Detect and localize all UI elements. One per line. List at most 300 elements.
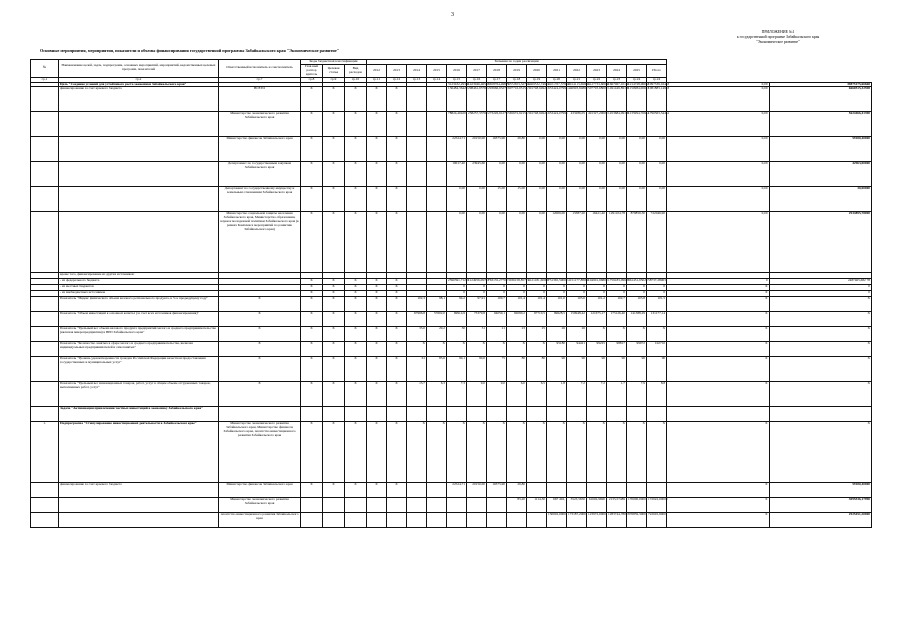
row-value-cell: Х (467, 342, 487, 357)
row-code-cell: Х (367, 87, 387, 112)
row-value-cell: 99972 (627, 342, 647, 357)
row-value-cell: 12006,00 (547, 212, 567, 273)
row-code-cell: Х (323, 137, 345, 162)
row-value-cell: 6,5 (527, 382, 547, 407)
row-code-cell: Х (387, 187, 407, 212)
row-value-cell: 2934895,78000 (769, 212, 871, 273)
row-code-cell: Х (345, 357, 367, 382)
row-value-cell: Х (769, 357, 871, 382)
row-code-cell: Х (323, 327, 345, 342)
row-name-cell: финансирование за счет краевого бюджета (59, 483, 219, 498)
row-value-cell: 136484,36420 (447, 87, 467, 112)
row-code-cell: Х (387, 291, 407, 297)
column-number-cell: гр.1 (31, 77, 59, 82)
header-year: 2014 (407, 64, 427, 77)
row-value-cell: 23 (507, 327, 527, 342)
row-code-cell (367, 498, 387, 513)
row-code-cell: Х (345, 87, 367, 112)
row-code-cell: Х (345, 137, 367, 162)
row-code-cell: Х (387, 87, 407, 112)
row-value-cell: Х (587, 422, 607, 483)
row-value-cell: 90,6 (467, 357, 487, 382)
row-value-cell: 0,00 (627, 137, 647, 162)
row-code-cell: Х (323, 279, 345, 285)
row-value-cell: Х (667, 498, 769, 513)
row-value-cell (407, 513, 427, 528)
row-value-cell: 80 (507, 357, 527, 382)
row-number-cell (31, 483, 59, 498)
row-value-cell: Х (487, 342, 507, 357)
row-code-cell: Х (323, 112, 345, 137)
row-code-cell: Х (301, 342, 323, 357)
row-value-cell (427, 407, 447, 422)
column-number-cell: гр.14 (427, 77, 447, 82)
header-year: 2012 (367, 64, 387, 77)
row-code-cell: Х (301, 297, 323, 312)
row-value-cell: Х (527, 342, 547, 357)
row-value-cell: 131177,14 (647, 312, 667, 327)
row-code-cell: Х (323, 291, 345, 297)
row-code-cell (387, 513, 407, 528)
row-code-cell: Х (367, 382, 387, 407)
row-value-cell: 0,00 (527, 162, 547, 187)
row-value-cell (487, 498, 507, 513)
row-value-cell: 0,00 (547, 137, 567, 162)
appendix-note (668, 30, 888, 45)
row-value-cell: 0,00 (547, 187, 567, 212)
row-value-cell: 0 (567, 285, 587, 291)
row-code-cell: Х (301, 212, 323, 273)
row-code-cell: Х (367, 137, 387, 162)
row-value-cell: 97710,5 (527, 312, 547, 327)
header-code-sub: Целевая статья (323, 64, 345, 77)
row-executor-cell: Министерство финансов Забайкальского края (219, 137, 301, 162)
row-executor-cell: Министерство социальной защиты населения Забайкальского края, Министерство образования, науки и молодежной политики Забайкальского края (в рамках Комплекса мероприятий по развитию Забайкальского края) (219, 212, 301, 273)
row-value-cell: 1790363,34461 (647, 112, 667, 137)
row-code-cell (387, 498, 407, 513)
row-value-cell: Х (467, 422, 487, 483)
row-value-cell: 13,7 (407, 382, 427, 407)
row-value-cell: 3658764,49879 (488, 81, 510, 86)
row-value-cell: 3095536,17990 (769, 498, 871, 513)
row-code-cell: Х (345, 187, 367, 212)
row-value-cell: Х (607, 327, 627, 342)
row-value-cell: 507793,68000 (587, 87, 607, 112)
row-code-cell (323, 513, 345, 528)
row-value-cell: 1291104,78 (607, 212, 627, 273)
row-code-cell: Х (323, 483, 345, 498)
row-code-cell: Х (367, 342, 387, 357)
row-value-cell: 73379,8 (467, 312, 487, 327)
row-value-cell (427, 483, 447, 498)
row-value-cell: 731365,59000 (547, 279, 567, 285)
row-value-cell: 121675,17 (587, 312, 607, 327)
row-code-cell: Х (387, 279, 407, 285)
column-number-cell: гр.13 (407, 77, 427, 82)
column-number-cell: гр.2 (59, 77, 219, 82)
row-value-cell: 31 (467, 327, 487, 342)
table-row (31, 342, 872, 357)
table-row (31, 382, 872, 407)
row-code-cell: Х (323, 212, 345, 273)
row-number-cell (31, 357, 59, 382)
appendix-line-3: "Экономическое развитие" (756, 40, 800, 44)
row-value-cell: 1,7 (607, 382, 627, 407)
row-value-cell: 0 (467, 291, 487, 297)
row-value-cell (407, 87, 427, 112)
row-value-cell: Х (507, 422, 527, 483)
header-year: 2017 (467, 64, 487, 77)
row-value-cell: 391748,94924 (527, 112, 547, 137)
row-value-cell: 0,00 (467, 187, 487, 212)
row-value-cell: 0,00 (507, 162, 527, 187)
row-code-cell (367, 513, 387, 528)
row-value-cell: Х (527, 422, 547, 483)
row-value-cell: Х (507, 342, 527, 357)
row-value-cell: 5624466,41390 (769, 112, 871, 137)
row-name-cell: Показатель "Объем инвестиций в основной капитал (за счет всех источников финансирования)" (59, 312, 219, 327)
header-year: 2022 (567, 64, 587, 77)
row-value-cell: 22524,71 (447, 137, 467, 162)
column-number-cell: гр.23 (607, 77, 627, 82)
column-number-cell: гр.24 (627, 77, 647, 82)
row-value-cell: 1135994,76942 (627, 112, 647, 137)
row-value-cell (487, 513, 507, 528)
row-code-cell: Х (367, 291, 387, 297)
table-row (31, 137, 872, 162)
row-code-cell: Х (301, 87, 323, 112)
row-value-cell (467, 498, 487, 513)
row-code-cell: Х (367, 212, 387, 273)
row-value-cell: 29,2 (427, 327, 447, 342)
row-value-cell: 30 (447, 327, 467, 342)
row-value-cell: 104901,96800 (587, 279, 607, 285)
row-code-cell: Х (301, 422, 323, 483)
table-row (31, 357, 872, 382)
row-value-cell: 102,3 (407, 297, 427, 312)
row-value-cell (567, 407, 587, 422)
appendix-line-2: к государственной программе Забайкальского края (736, 35, 820, 39)
row-value-cell: 4101767,57994 (548, 81, 570, 86)
header-code-sub: Вид расходов (345, 64, 367, 77)
row-value-cell: 102710 (647, 342, 667, 357)
row-value-cell: 0,00 (627, 162, 647, 187)
row-value-cell: 0,00 (447, 187, 467, 212)
row-name-cell: Показатель "Уровень удовлетворенности граждан Российской Федерации качеством предоставления государственных и муниципальных услуг" (59, 357, 219, 382)
row-executor-cell (219, 407, 301, 422)
column-number-cell: гр.17 (487, 77, 507, 82)
row-value-cell: Х (647, 422, 667, 483)
row-value-cell: 59180,40000 (769, 137, 871, 162)
table-row (31, 483, 872, 498)
row-code-cell: Х (345, 162, 367, 187)
program-table (30, 59, 872, 528)
row-executor-cell: Х (219, 382, 301, 407)
row-value-cell: Х (487, 422, 507, 483)
row-value-cell: 391748,94924 (527, 87, 547, 112)
row-value-cell: 0,00 (487, 162, 507, 187)
row-value-cell: 80 (527, 357, 547, 382)
row-name-cell: кроме того, финансирование из других источников: (59, 273, 219, 279)
row-name-cell (59, 162, 219, 187)
row-value-cell: 0 (487, 285, 507, 291)
row-value-cell: 1150984,06043 (627, 87, 647, 112)
column-number-cell: гр.10 (345, 77, 367, 82)
row-value-cell (447, 407, 467, 422)
row-value-cell: 99225 (587, 342, 607, 357)
row-value-cell: 0,00 (507, 212, 527, 273)
row-value-cell: 1283744,7800 (607, 513, 627, 528)
row-number-cell (31, 297, 59, 312)
row-value-cell: 85,6 (427, 357, 447, 382)
table-row (31, 162, 872, 187)
header-year: 2023 (587, 64, 607, 77)
row-value-cell: 61602,9690 (587, 498, 607, 513)
row-value-cell: 69914,9 (447, 312, 467, 327)
row-executor-cell: Х (219, 327, 301, 342)
row-value-cell: 15,00 (487, 187, 507, 212)
row-number-cell (31, 327, 59, 342)
row-executor-cell: Департамент по государственным закупкам Забайкальского края (219, 162, 301, 187)
row-code-cell: Х (345, 483, 367, 498)
row-value-cell: 0,00 (667, 212, 769, 273)
row-code-cell: Х (345, 212, 367, 273)
header-year: 2013 (387, 64, 407, 77)
row-value-cell: 90 (587, 357, 607, 382)
row-value-cell: 4914113,69960 (568, 81, 590, 86)
row-code-cell: Х (387, 483, 407, 498)
row-value-cell: 1759183,09620 (607, 279, 627, 285)
row-value-cell: 42963,00000 (769, 162, 871, 187)
row-value-cell: 101,0 (547, 297, 567, 312)
row-executor-cell: Министерство финансов Забайкальского края (219, 483, 301, 498)
row-executor-cell: ВСЕГО (219, 87, 301, 112)
row-code-cell: Х (301, 312, 323, 327)
row-value-cell: Х (647, 327, 667, 342)
row-value-cell: 0 (769, 285, 871, 291)
row-value-cell: Х (587, 327, 607, 342)
row-code-cell: Х (367, 357, 387, 382)
row-value-cell: 3372653,32704 (508, 81, 530, 86)
table-row (31, 407, 872, 422)
row-executor-cell: Х (219, 357, 301, 382)
row-value-cell: 19017,40 (447, 162, 467, 187)
row-code-cell: Х (301, 327, 323, 342)
row-value-cell: 722045,9000 (647, 513, 667, 528)
row-value-cell: Х (667, 422, 769, 483)
row-number-cell (31, 312, 59, 327)
row-value-cell (427, 112, 447, 137)
row-value-cell: 26 (567, 327, 587, 342)
row-value-cell: 26 (547, 327, 567, 342)
row-value-cell: Х (627, 327, 647, 342)
table-row (31, 498, 872, 513)
column-number-cell: гр.15 (447, 77, 467, 82)
row-value-cell: 15,00 (507, 187, 527, 212)
row-value-cell: Х (769, 327, 871, 342)
row-value-cell (407, 407, 427, 422)
row-code-cell: Х (345, 297, 367, 312)
table-row (31, 187, 872, 212)
row-value-cell: 9,0 (487, 382, 507, 407)
row-value-cell: 0 (487, 291, 507, 297)
row-value-cell (527, 513, 547, 528)
row-value-cell (447, 513, 467, 528)
row-value-cell: 0,00 (667, 137, 769, 162)
row-value-cell: 607716,95153 (507, 87, 527, 112)
row-value-cell: 491327,20000 (587, 112, 607, 137)
row-value-cell: Х (769, 312, 871, 327)
row-code-cell: Х (345, 342, 367, 357)
row-number-cell (31, 212, 59, 273)
header-year: 2019 (507, 64, 527, 77)
row-value-cell: 0 (587, 291, 607, 297)
row-code-cell (345, 407, 367, 422)
header-values: Значения по годам реализации (367, 60, 667, 65)
row-code-cell: Х (387, 285, 407, 291)
row-value-cell: 2135,57489 (607, 498, 627, 513)
row-value-cell: Х (667, 297, 769, 312)
row-value-cell (607, 483, 627, 498)
row-value-cell (587, 483, 607, 498)
row-value-cell: 90 (547, 357, 567, 382)
row-code-cell: Х (301, 187, 323, 212)
row-code-cell: Х (345, 112, 367, 137)
row-number-cell (31, 498, 59, 513)
row-value-cell: Х (667, 513, 769, 528)
row-value-cell: 67996,8 (407, 312, 427, 327)
row-value-cell: 101,4 (527, 297, 547, 312)
row-number-cell (31, 407, 59, 422)
row-value-cell: 0 (627, 285, 647, 291)
row-value-cell: 29,80 (507, 137, 527, 162)
row-value-cell: 123972,0000 (587, 513, 607, 528)
appendix-line-1: ПРИЛОЖЕНИЕ №1 (761, 30, 795, 34)
row-value-cell: 0 (567, 291, 587, 297)
row-value-cell: 23945,60 (467, 162, 487, 187)
row-code-cell (301, 513, 323, 528)
row-value-cell: Х (407, 342, 427, 357)
row-value-cell: Х (447, 342, 467, 357)
column-number-cell: гр.22 (587, 77, 607, 82)
table-row (31, 422, 872, 483)
row-name-cell: - из федерального бюджета (59, 279, 219, 285)
header-name: Наименование целей, задач, подпрограмм, основных мероприятий, мероприятий, ведомственных целевых программ, показателей (59, 60, 219, 78)
row-value-cell: 653424,07994 (547, 87, 567, 112)
row-value-cell: 97,91 (467, 297, 487, 312)
row-value-cell: 173187,2000 (567, 513, 587, 528)
row-value-cell: 16375,90 (487, 137, 507, 162)
header-year: 2015 (427, 64, 447, 77)
row-code-cell: Х (301, 162, 323, 187)
row-value-cell: 0,00 (667, 87, 769, 112)
row-value-cell: 95180 (547, 342, 567, 357)
row-value-cell: 0,00 (587, 162, 607, 187)
row-code-cell: Х (323, 162, 345, 187)
row-code-cell: Х (301, 382, 323, 407)
row-code-cell: Х (367, 327, 387, 342)
row-value-cell: 1124956,09763 (467, 279, 487, 285)
row-value-cell: Х (667, 327, 769, 342)
row-value-cell: 39875175,66668 (769, 82, 871, 87)
row-name-cell: Показатель "Количество занятых в сфере малого и среднего предпринимательства, включая индивидуальных предпринимателей и самозанятых" (59, 342, 219, 357)
row-value-cell: 0,00 (647, 162, 667, 187)
row-value-cell: 763135,27700 (487, 279, 507, 285)
row-value-cell: 0 (527, 291, 547, 297)
row-value-cell: 3523,5650 (567, 498, 587, 513)
row-value-cell: 0 (769, 291, 871, 297)
row-value-cell (427, 498, 447, 513)
row-value-cell: 0,00 (487, 212, 507, 273)
row-value-cell (407, 112, 427, 137)
row-value-cell: 0 (467, 285, 487, 291)
header-year: 2018 (487, 64, 507, 77)
row-value-cell (587, 407, 607, 422)
table-row (31, 312, 872, 327)
row-value-cell: Х (769, 342, 871, 357)
row-value-cell (447, 498, 467, 513)
row-code-cell: Х (367, 112, 387, 137)
row-value-cell: 0 (547, 285, 567, 291)
row-value-cell: Х (667, 382, 769, 407)
row-number-cell (31, 162, 59, 187)
row-code-cell: Х (387, 382, 407, 407)
row-value-cell: 59180,40000 (769, 483, 871, 498)
row-code-cell: Х (387, 212, 407, 273)
row-value-cell: Х (769, 297, 871, 312)
row-value-cell: 293666,93270 (487, 87, 507, 112)
row-value-cell: 100,7 (487, 297, 507, 312)
row-value-cell: Х (667, 483, 769, 498)
row-value-cell: 7,2 (567, 382, 587, 407)
row-value-cell: 1453684,09190 (607, 112, 627, 137)
row-code-cell: Х (323, 422, 345, 483)
table-row (31, 87, 872, 112)
row-name-cell: финансирование за счет краевого бюджета (59, 87, 219, 112)
row-executor-cell: Департамент по государственному имуществу и земельным отношениям Забайкальского края (219, 187, 301, 212)
column-number-cell: гр.20 (547, 77, 567, 82)
row-value-cell: 6660515,32598 (769, 87, 871, 112)
row-name-cell: Подпрограмма "Стимулирование инвестиционной деятельности в Забайкальском крае" (59, 422, 219, 483)
row-value-cell: 61 (407, 357, 427, 382)
row-value-cell: 2925451,20000 (769, 513, 871, 528)
row-value-cell: 2590391,71210 (447, 279, 467, 285)
row-code-cell: Х (367, 187, 387, 212)
row-executor-cell: Министерство экономического развития Забайкальского края (219, 498, 301, 513)
row-code-cell: Х (387, 162, 407, 187)
row-value-cell: 6,3 (427, 382, 447, 407)
row-value-cell: 20150,00 (467, 137, 487, 162)
row-value-cell: 0 (647, 285, 667, 291)
row-code-cell: Х (367, 285, 387, 291)
row-number-cell (31, 513, 59, 528)
row-value-cell: 22524,71 (447, 483, 467, 498)
row-value-cell: 9,0 (467, 382, 487, 407)
row-value-cell: 6,0 (507, 382, 527, 407)
row-code-cell: Х (387, 342, 407, 357)
row-value-cell (427, 137, 447, 162)
row-code-cell: Х (301, 357, 323, 382)
row-value-cell: 0,00 (567, 162, 587, 187)
row-value-cell: 0,00 (647, 137, 667, 162)
row-value-cell: 1423946,46565 (468, 81, 490, 86)
table-row (31, 297, 872, 312)
column-number-cell: гр.7 (219, 77, 301, 82)
row-value-cell: 0,00 (667, 112, 769, 137)
row-value-cell: 98817 (607, 342, 627, 357)
row-code-cell: Х (367, 483, 387, 498)
row-value-cell: 7,2 (587, 382, 607, 407)
